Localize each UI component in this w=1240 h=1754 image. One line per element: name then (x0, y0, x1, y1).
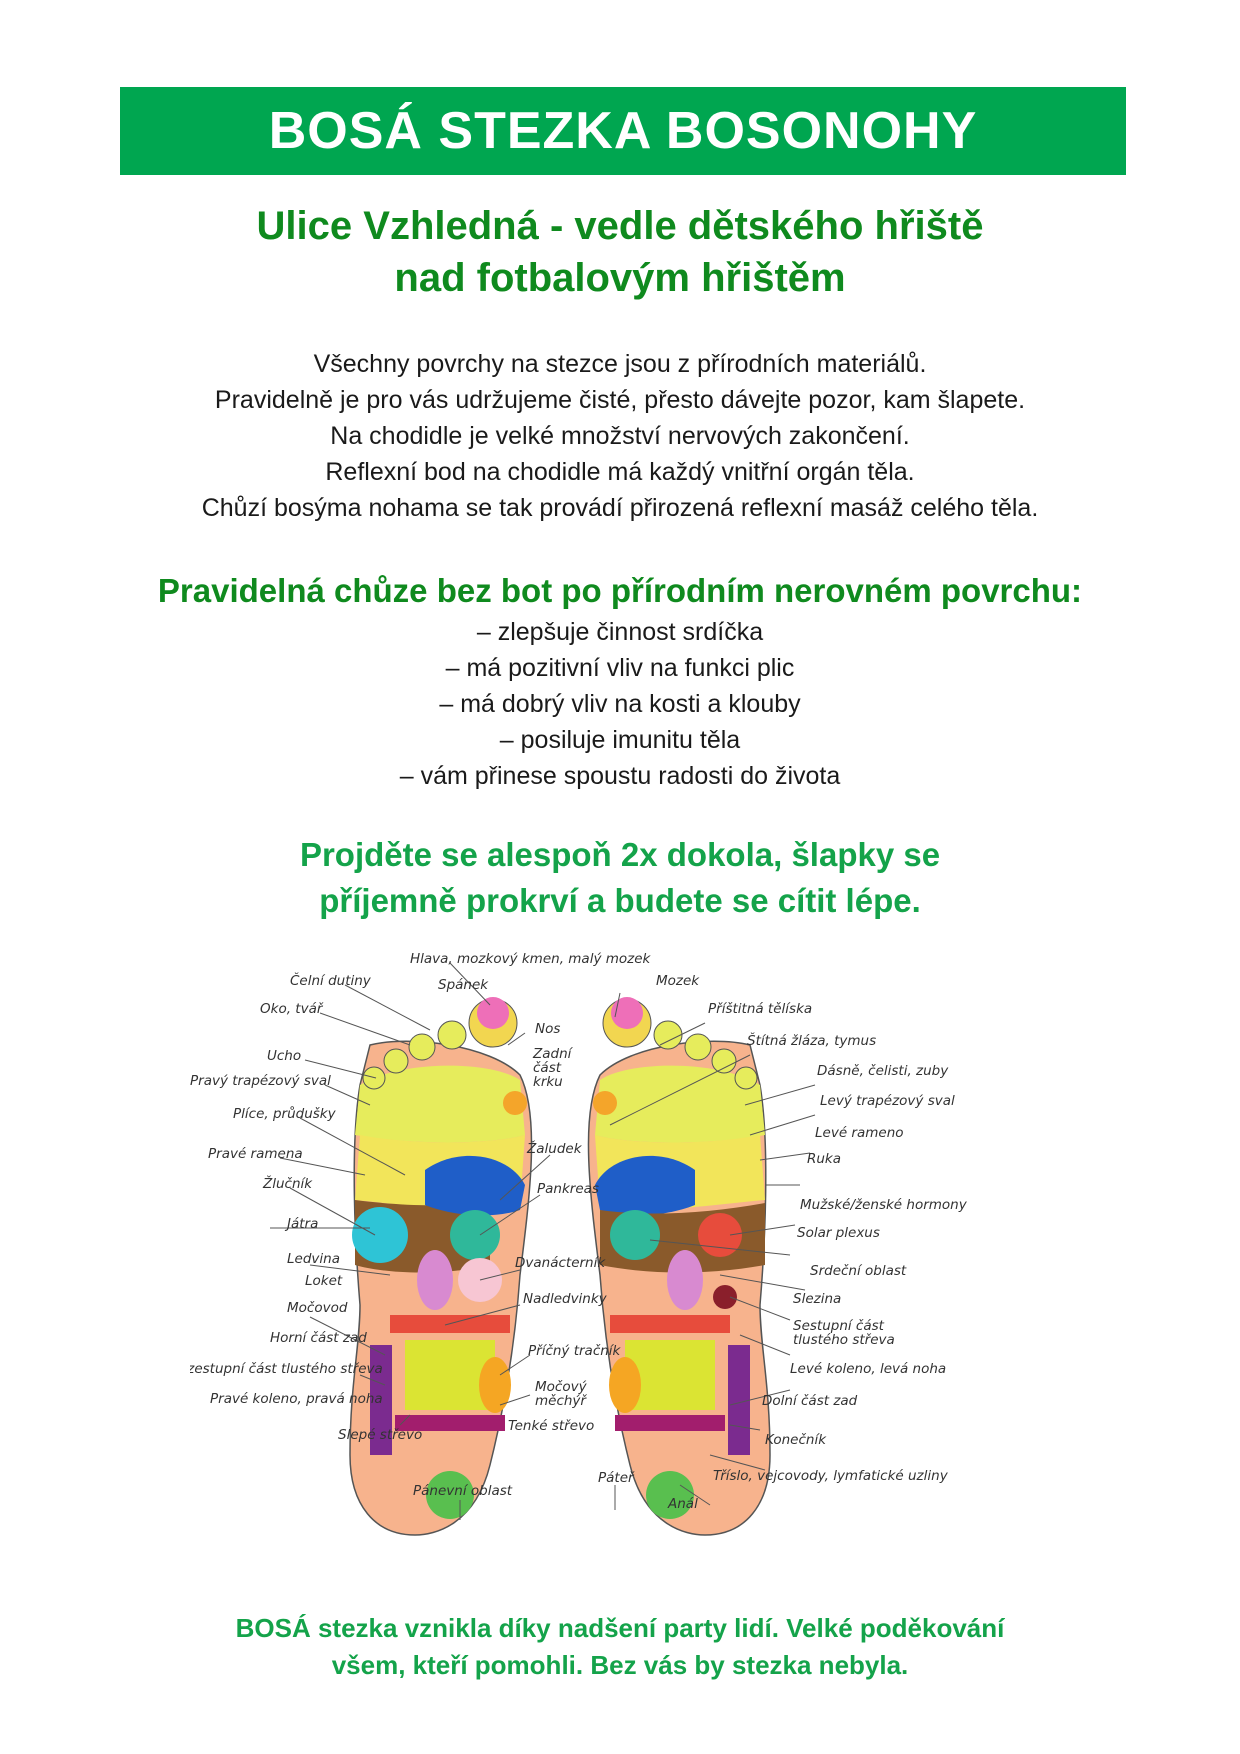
left-toe-2 (654, 1021, 682, 1049)
label-elbow: Loket (305, 1273, 343, 1289)
right-toe-4 (384, 1049, 408, 1073)
label-ureter: Močovod (287, 1300, 348, 1316)
label-left-trapezius: Levý trapézový sval (820, 1093, 955, 1109)
foot-reflexology-diagram (190, 945, 1090, 1595)
diagram-labels (190, 951, 968, 1512)
tip-line-1: Projděte se alespoň 2x dokola, šlapky se (299, 836, 941, 873)
intro-line: Všechny povrchy na stezce jsou z přírodních materiálů. (313, 350, 927, 378)
label-transverse-colon: Příčný tračník (528, 1343, 621, 1359)
left-transverse-colon-zone (615, 1415, 725, 1431)
left-kidney-zone (667, 1250, 703, 1310)
benefit-item: – má pozitivní vliv na funkci plic (445, 654, 795, 682)
label-ear: Ucho (267, 1048, 302, 1064)
label-bladder-1: Močový (535, 1379, 587, 1395)
leader-line (320, 1013, 410, 1045)
label-neck-2: část (533, 1060, 562, 1076)
label-heart: Srdeční oblast (810, 1263, 907, 1279)
label-hand: Ruka (807, 1151, 842, 1167)
right-neck-zone (503, 1091, 527, 1115)
right-head-zone (477, 997, 509, 1029)
label-thyroid: Štítná žláza, tymus (747, 1033, 877, 1049)
footer-line-1: BOSÁ stezka vznikla díky nadšení party lidí. Velké poděkování (235, 1613, 1005, 1643)
location-line-2: nad fotbalovým hřištěm (394, 256, 846, 300)
label-gums: Dásně, čelisti, zuby (817, 1063, 949, 1079)
left-spleen-zone (713, 1285, 737, 1309)
label-neck-1: Zadní (533, 1046, 572, 1062)
benefit-item: – vám přinese spoustu radosti do života (399, 762, 841, 790)
label-right-knee: Pravé koleno, pravá noha (210, 1391, 383, 1407)
left-colon-zone (610, 1315, 730, 1333)
label-solar-plexus: Solar plexus (797, 1225, 880, 1241)
label-gallbladder: Žlučník (263, 1176, 313, 1192)
right-toe-3 (409, 1034, 435, 1060)
left-toe-4 (712, 1049, 736, 1073)
label-ascending-colon: Vzestupní část tlustého střeva (190, 1361, 383, 1377)
right-kidney-zone (417, 1250, 453, 1310)
footer-line-2: všem, kteří pomohli. Bez vás by stezka nebyla. (331, 1650, 909, 1680)
right-gallbladder-zone (352, 1207, 408, 1263)
label-right-trapezius: Pravý trapézový sval (190, 1073, 331, 1089)
label-anal: Anál (668, 1496, 698, 1512)
label-head: Hlava, mozkový kmen, malý mozek (410, 951, 651, 967)
label-frontal-sinus: Čelní dutiny (290, 973, 371, 989)
tip-line-2: příjemně prokrví a budete se cítit lépe. (319, 882, 921, 919)
benefit-item: – posiluje imunitu těla (499, 726, 741, 754)
intro-line: Reflexní bod na chodidle má každý vnitřní orgán těla. (325, 458, 915, 486)
leader-line (760, 1153, 810, 1160)
label-parathyroid: Příštitná tělíska (708, 1001, 813, 1017)
label-rectum: Konečník (765, 1432, 827, 1448)
label-spine: Páteř (598, 1470, 634, 1486)
label-nose: Nos (535, 1021, 561, 1037)
label-adrenal: Nadledvinky (523, 1291, 607, 1307)
left-toe-5 (735, 1067, 757, 1089)
location-subtitle (0, 200, 1240, 304)
label-pelvis: Pánevní oblast (413, 1483, 513, 1499)
right-toe-2 (438, 1021, 466, 1049)
page-title: BOSÁ STEZKA BOSONOHY (268, 102, 978, 160)
label-spleen: Slezina (793, 1291, 842, 1307)
intro-line: Na chodidle je velké množství nervových zakončení. (330, 422, 910, 450)
walking-tip (0, 832, 1240, 924)
leader-line (345, 985, 430, 1030)
right-pancreas-zone (450, 1210, 500, 1260)
label-lungs: Plíce, průdušky (233, 1106, 336, 1122)
thanks-footer (0, 1610, 1240, 1684)
left-neck-zone (593, 1091, 617, 1115)
label-groin: Tříslo, vejcovody, lymfatické uzliny (713, 1468, 948, 1484)
label-eye-face: Oko, tvář (260, 1001, 323, 1017)
reflexology-svg (190, 945, 1090, 1595)
label-right-shoulder: Pravé ramena (208, 1146, 303, 1162)
benefit-item: – má dobrý vliv na kosti a klouby (439, 690, 801, 718)
label-brain: Mozek (656, 973, 700, 989)
label-appendix: Slepé střevo (338, 1427, 423, 1443)
label-kidney: Ledvina (287, 1251, 340, 1267)
label-stomach: Žaludek (527, 1141, 582, 1157)
intro-line: Chůzí bosýma nohama se tak provádí přirozená reflexní masáž celého těla. (201, 494, 1039, 522)
intro-line: Pravidelně je pro vás udržujeme čisté, přesto dávejte pozor, kam šlapete. (214, 386, 1026, 414)
right-bladder-zone (479, 1357, 511, 1413)
label-liver: Játra (287, 1216, 319, 1232)
left-toe-3 (685, 1034, 711, 1060)
label-hormones: Mužské/ženské hormony (800, 1197, 967, 1213)
intro-paragraph (0, 346, 1240, 526)
label-neck-3: krku (533, 1074, 563, 1090)
location-line-1: Ulice Vzhledná - vedle dětského hřiště (256, 204, 984, 248)
label-descending-colon-2: tlustého střeva (793, 1332, 895, 1348)
label-upper-back: Horní část zad (270, 1330, 367, 1346)
label-duodenum: Dvanácterník (515, 1255, 606, 1271)
left-back-zone (728, 1345, 750, 1455)
label-descending-colon-1: Sestupní část (793, 1318, 884, 1334)
label-temple: Spánek (438, 977, 489, 993)
label-pancreas: Pankreas (537, 1181, 599, 1197)
left-bladder-zone (609, 1357, 641, 1413)
title-banner (120, 87, 1126, 175)
left-hormone-zone (698, 1213, 742, 1257)
label-small-intestine: Tenké střevo (508, 1418, 595, 1434)
benefits-heading: Pravidelná chůze bez bot po přírodním nerovném povrchu: (157, 572, 1083, 609)
right-foot (350, 997, 532, 1535)
benefit-item: – zlepšuje činnost srdíčka (476, 618, 764, 646)
left-solar-zone (610, 1210, 660, 1260)
label-left-knee: Levé koleno, levá noha (790, 1361, 947, 1377)
label-left-shoulder: Levé rameno (815, 1125, 904, 1141)
label-bladder-2: měchýř (535, 1393, 586, 1409)
left-foot (588, 997, 770, 1535)
label-lower-back: Dolní část zad (762, 1393, 858, 1409)
benefits-list (0, 614, 1240, 794)
